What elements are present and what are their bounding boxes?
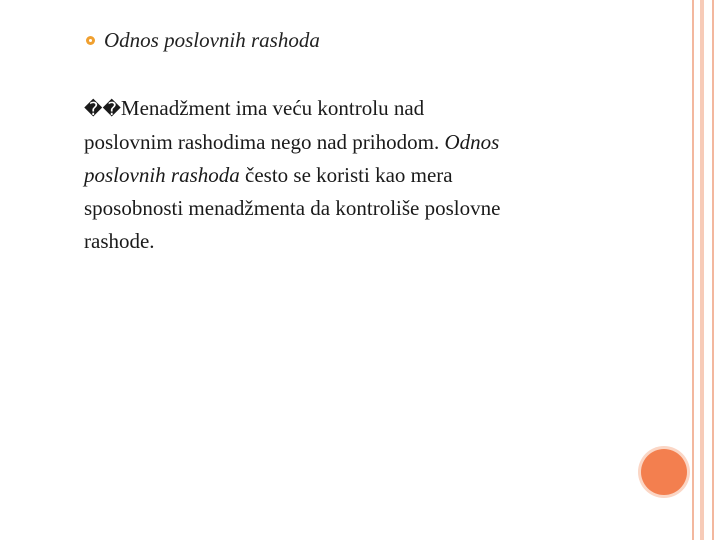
body-text-intro: Menadžment ima veću kontrolu nad poslovnim rashodima nego nad prihodom. (84, 96, 440, 154)
body-text-tail: često se koristi kao mera sposobnosti menadžmenta da kontroliše poslovne rashode. (84, 163, 501, 253)
replacement-glyph-marker: �� (84, 99, 121, 120)
right-border-band (700, 0, 704, 540)
body-italic-term: Odnos poslovnih rashoda (84, 130, 500, 187)
body-paragraph (84, 92, 514, 258)
right-border-line-outer (712, 0, 714, 540)
right-border-line (692, 0, 694, 540)
slide-heading (86, 28, 320, 53)
orange-circle-icon (641, 449, 687, 495)
heading-text: Odnos poslovnih rashoda (104, 28, 320, 52)
circle-bullet-icon (86, 36, 95, 45)
